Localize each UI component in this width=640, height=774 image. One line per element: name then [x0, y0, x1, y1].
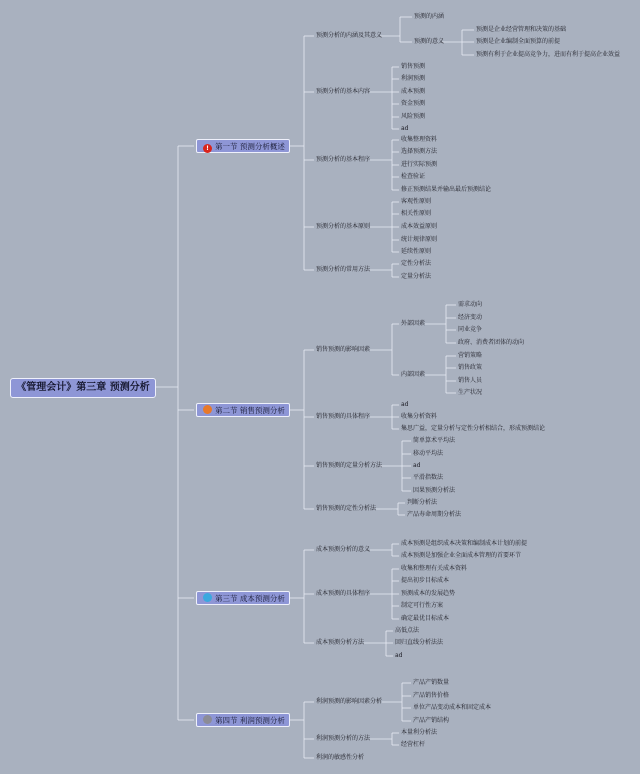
leaf-node[interactable]: 成本预测: [401, 88, 426, 95]
progress-icon: [203, 715, 212, 724]
root-node[interactable]: 《管理会计》第三章 预测分析: [10, 378, 156, 398]
subtopic-node[interactable]: 预测分析的内涵及其意义: [316, 32, 383, 39]
leaf-node[interactable]: 集思广益，定量分析与定性分析相结合，形成预测结论: [401, 425, 546, 432]
leaf-node[interactable]: 经济变动: [458, 314, 483, 321]
leaf-node[interactable]: 产品产销数量: [413, 679, 450, 686]
leaf-node[interactable]: 产品销售价格: [413, 692, 450, 699]
leaf-node[interactable]: 制定可行性方案: [401, 602, 444, 609]
branch-node[interactable]: 预测的意义: [414, 38, 445, 45]
leaf-node[interactable]: 判断分析法: [407, 499, 438, 506]
leaf-node[interactable]: 确定最优目标成本: [401, 615, 450, 622]
leaf-node[interactable]: 销售政策: [458, 364, 483, 371]
leaf-node[interactable]: 简单算术平均法: [413, 437, 456, 444]
section-4-node[interactable]: [196, 713, 290, 727]
subtopic-node[interactable]: 预测分析的基本内容: [316, 88, 371, 95]
section-2-node[interactable]: [196, 403, 290, 417]
subtopic-node[interactable]: 利润预测分析的方法: [316, 735, 371, 742]
leaf-node[interactable]: 收集分析资料: [401, 413, 438, 420]
leaf-node[interactable]: 成本预测是加强企业全面成本管理的首要环节: [401, 552, 522, 559]
leaf-node[interactable]: ad: [401, 401, 409, 408]
leaf-node[interactable]: 成本效益原则: [401, 223, 438, 230]
subtopic-node[interactable]: 预测分析的常用方法: [316, 266, 371, 273]
leaf-node[interactable]: 产品产销结构: [413, 717, 450, 724]
leaf-node[interactable]: 经营杠杆: [401, 741, 426, 748]
leaf-node[interactable]: 收集和整理有关成本资料: [401, 565, 468, 572]
leaf-node[interactable]: 客观性原则: [401, 198, 432, 205]
subtopic-node[interactable]: 销售预测的影响因素: [316, 346, 371, 353]
leaf-node[interactable]: 检查验证: [401, 173, 426, 180]
subtopic-node[interactable]: 利润的敏感性分析: [316, 754, 365, 761]
progress-icon: [203, 405, 212, 414]
leaf-node[interactable]: 高低点法: [395, 627, 420, 634]
leaf-node[interactable]: 回归直线分析法法: [395, 639, 444, 646]
leaf-node[interactable]: 同业竞争: [458, 326, 483, 333]
section-2-label: 第二节 销售预测分析: [215, 406, 285, 415]
leaf-node[interactable]: 预测是企业经营管理和决策的基础: [476, 26, 567, 33]
leaf-node[interactable]: ad: [401, 125, 409, 132]
priority-icon: !: [203, 144, 212, 153]
leaf-node[interactable]: 移动平均法: [413, 450, 444, 457]
leaf-node[interactable]: 平滑指数法: [413, 474, 444, 481]
section-1-label: 第一节 预测分析概述: [215, 142, 285, 151]
leaf-node[interactable]: 提出初步目标成本: [401, 577, 450, 584]
leaf-node[interactable]: 预测的内涵: [414, 13, 445, 20]
section-4-label: 第四节 利润预测分析: [215, 716, 285, 725]
subtopic-node[interactable]: 利润预测的影响因素分析: [316, 698, 383, 705]
leaf-node[interactable]: 统计规律原则: [401, 236, 438, 243]
section-3-node[interactable]: [196, 591, 290, 605]
subtopic-node[interactable]: 销售预测的定性分析法: [316, 505, 377, 512]
leaf-node[interactable]: 修正预测结果并输出最后预测结论: [401, 186, 492, 193]
leaf-node[interactable]: 销售人员: [458, 377, 483, 384]
branch-node[interactable]: 外部因素: [401, 320, 426, 327]
progress-icon: [203, 593, 212, 602]
leaf-node[interactable]: 资金预测: [401, 100, 426, 107]
leaf-node[interactable]: 定量分析法: [401, 273, 432, 280]
leaf-node[interactable]: 预测有利于企业提高竞争力，进而有利于提高企业效益: [476, 51, 621, 58]
subtopic-node[interactable]: 销售预测的具体程序: [316, 413, 371, 420]
leaf-node[interactable]: 因果预测分析法: [413, 487, 456, 494]
leaf-node[interactable]: ad: [395, 652, 403, 659]
leaf-node[interactable]: 预测成本的发展趋势: [401, 590, 456, 597]
leaf-node[interactable]: 相关性原则: [401, 210, 432, 217]
section-3-label: 第三节 成本预测分析: [215, 594, 285, 603]
leaf-node[interactable]: 生产状况: [458, 389, 483, 396]
leaf-node[interactable]: 成本预测是组织成本决策和编制成本计划的前提: [401, 540, 528, 547]
leaf-node[interactable]: 进行实际预测: [401, 161, 438, 168]
leaf-node[interactable]: 选择预测方法: [401, 148, 438, 155]
subtopic-node[interactable]: 成本预测分析方法: [316, 639, 365, 646]
leaf-node[interactable]: 风险预测: [401, 113, 426, 120]
leaf-node[interactable]: 收集整理资料: [401, 136, 438, 143]
subtopic-node[interactable]: 销售预测的定量分析方法: [316, 462, 383, 469]
branch-node[interactable]: 内部因素: [401, 371, 426, 378]
subtopic-node[interactable]: 预测分析的基本原则: [316, 223, 371, 230]
leaf-node[interactable]: 销售预测: [401, 63, 426, 70]
leaf-node[interactable]: 预测是企业编制全面预算的前提: [476, 38, 561, 45]
leaf-node[interactable]: 利润预测: [401, 75, 426, 82]
leaf-node[interactable]: 营销策略: [458, 352, 483, 359]
leaf-node[interactable]: 政府、消费者团体的动向: [458, 339, 525, 346]
leaf-node[interactable]: 需求动向: [458, 301, 483, 308]
section-1-node[interactable]: [196, 139, 290, 153]
leaf-node[interactable]: 单位产品变动成本和固定成本: [413, 704, 492, 711]
subtopic-node[interactable]: 成本预测的具体程序: [316, 590, 371, 597]
leaf-node[interactable]: ad: [413, 462, 421, 469]
leaf-node[interactable]: 定性分析法: [401, 260, 432, 267]
leaf-node[interactable]: 产品寿命周期分析法: [407, 511, 462, 518]
leaf-node[interactable]: 延续性原则: [401, 248, 432, 255]
subtopic-node[interactable]: 预测分析的基本程序: [316, 156, 371, 163]
leaf-node[interactable]: 本量利分析法: [401, 729, 438, 736]
subtopic-node[interactable]: 成本预测分析的意义: [316, 546, 371, 553]
